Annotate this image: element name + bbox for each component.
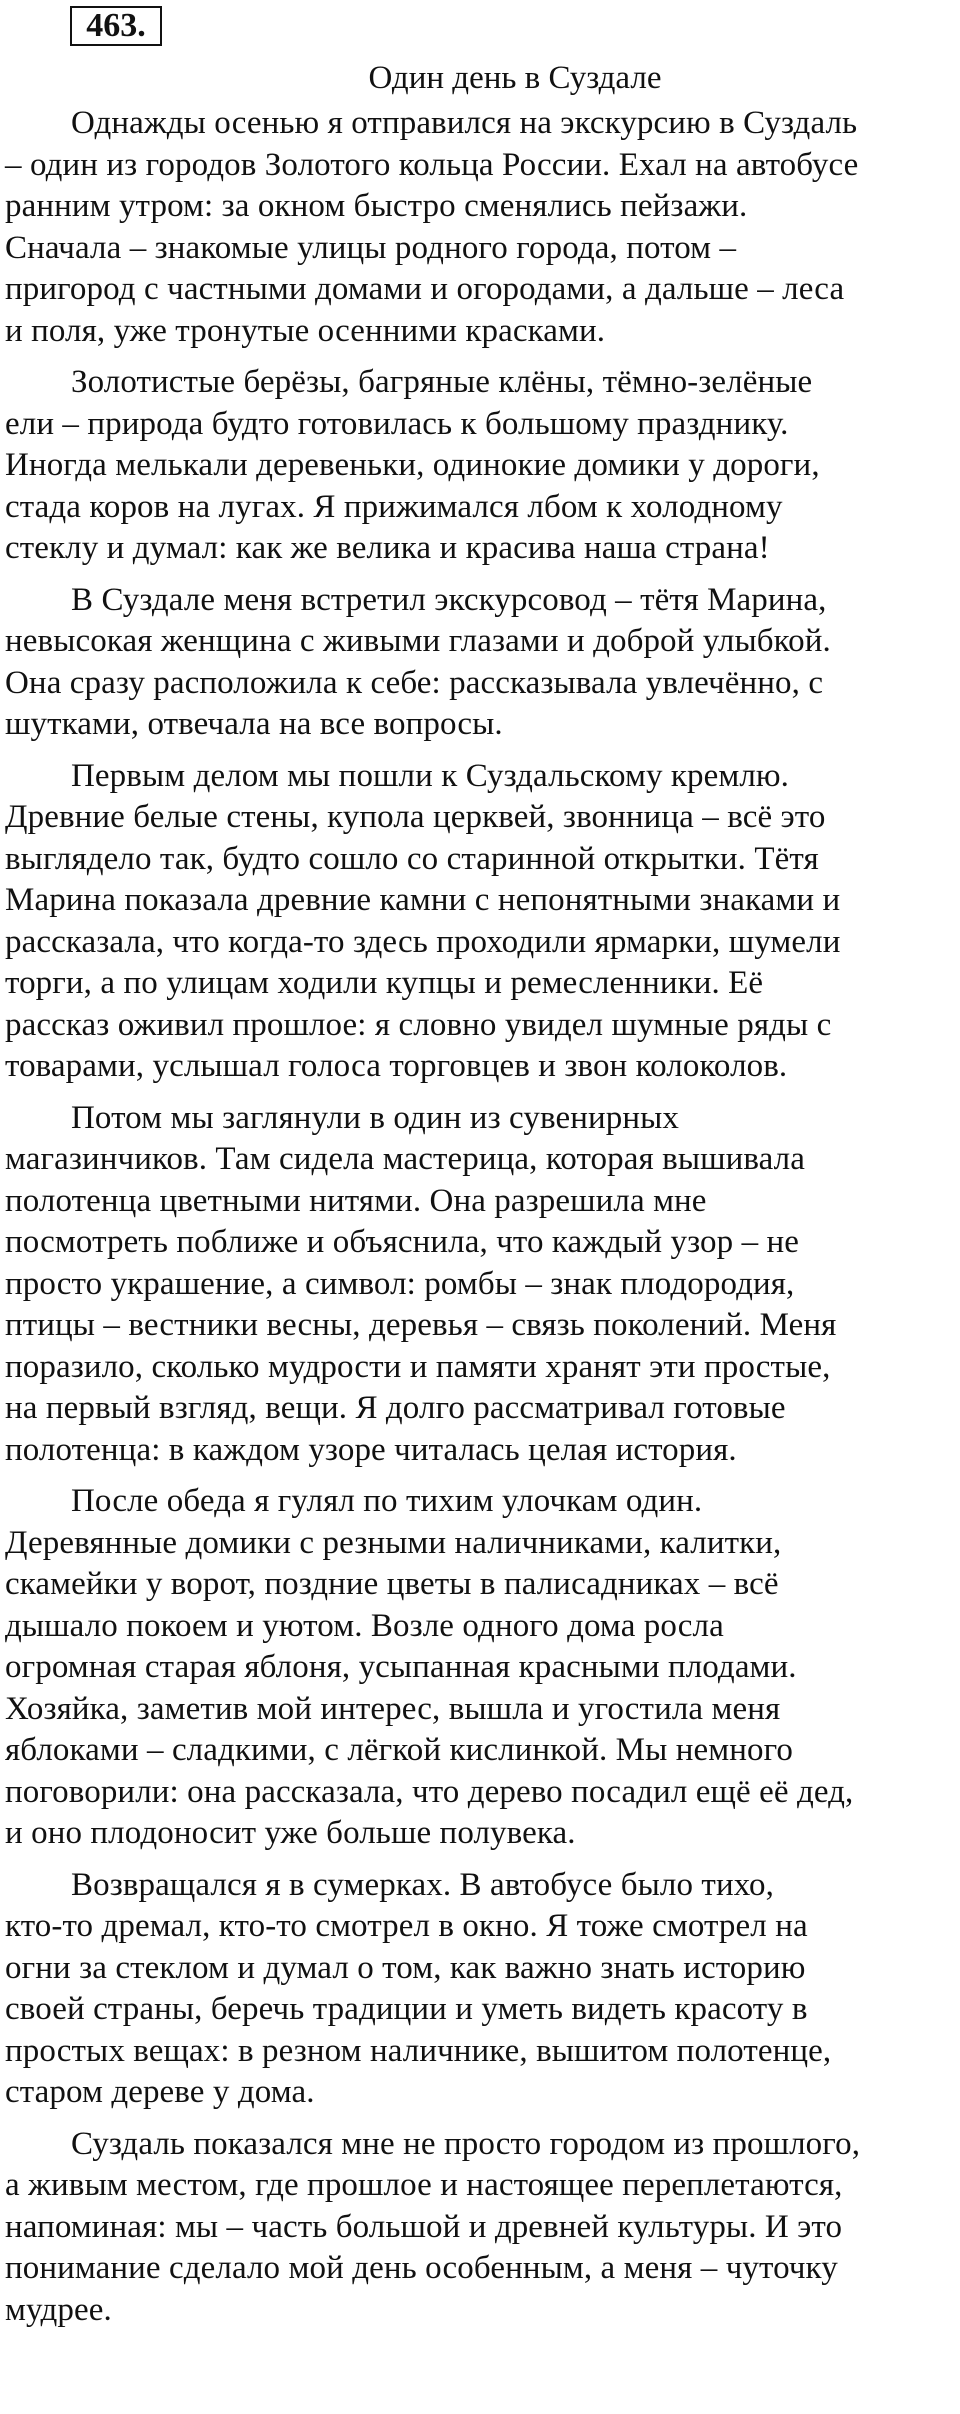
text-line: Сначала – знакомые улицы родного города, потом –	[5, 229, 737, 266]
text-line: понимание сделало мой день особенным, а меня – чуточку	[5, 2250, 838, 2286]
text-line: напоминая: мы – часть большой и древней культуры. И это	[5, 2208, 843, 2245]
text-line: Хозяйка, заметив мой интерес, вышла и угостила меня	[5, 1690, 781, 1727]
text-line: своей страны, беречь традиции и уметь видеть красоту в	[5, 1991, 808, 2027]
text-line: Первым делом мы пошли к Суздальскому кремлю.	[71, 757, 790, 794]
text-line: старом дереве у дома.	[5, 2074, 315, 2110]
text-line: рассказ оживил прошлое: я словно увидел шумные ряды с	[5, 1006, 832, 1043]
paragraph	[5, 1481, 945, 1855]
text-line: Возвращался я в сумерках. В автобусе было тихо,	[71, 1866, 775, 1903]
text-line: скамейки у ворот, поздние цветы в палисадниках – всё	[5, 1566, 779, 1602]
text-line: ели – природа будто готовилась к большому празднику.	[5, 405, 789, 442]
text-line: товарами, услышал голоса торговцев и звон колоколов.	[5, 1048, 788, 1084]
paragraph	[5, 1865, 945, 2114]
text-line: и оно плодоносит уже больше полувека.	[5, 1815, 576, 1851]
text-line: поговорили: она рассказала, что дерево посадил ещё её дед,	[5, 1773, 854, 1810]
paragraph	[5, 2124, 945, 2332]
paragraph	[5, 756, 945, 1088]
text-line: стеклу и думал: как же велика и красива наша страна!	[5, 530, 770, 566]
text-line: стада коров на лугах. Я прижимался лбом к холодному	[5, 488, 783, 525]
text-line: посмотреть поближе и объяснила, что каждый узор – не	[5, 1224, 800, 1260]
text-line: Однажды осенью я отправился на экскурсию в Суздаль	[71, 105, 858, 141]
text-line: Потом мы заглянули в один из сувенирных	[71, 1099, 679, 1136]
text-line: Суздаль показался мне не просто городом из прошлого,	[71, 2125, 861, 2162]
text-line: ранним утром: за окном быстро сменялись пейзажи.	[5, 188, 748, 224]
text-line: мудрее.	[5, 2291, 112, 2328]
text-line: кто-то дремал, кто-то смотрел в окно. Я тоже смотрел на	[5, 1908, 808, 1944]
text-line: простых вещах: в резном наличнике, вышитом полотенце,	[5, 2032, 832, 2069]
paragraph	[5, 362, 945, 570]
text-line: пригород с частными домами и огородами, а дальше – леса	[5, 271, 845, 307]
text-line: Золотистые берёзы, багряные клёны, тёмно-зелёные	[71, 364, 813, 400]
text-line: птицы – вестники весны, деревья – связь поколений. Меня	[5, 1307, 837, 1343]
text-line: дышало покоем и уютом. Возле одного дома росла	[5, 1607, 724, 1644]
text-line: После обеда я гулял по тихим улочкам один.	[71, 1483, 703, 1519]
text-line: торги, а по улицам ходили купцы и ремесленники. Её	[5, 965, 764, 1001]
text-line: полотенца: в каждом узоре читалась целая история.	[5, 1431, 737, 1468]
document-body	[5, 103, 945, 2341]
text-line: шутками, отвечала на все вопросы.	[5, 706, 503, 742]
paragraph	[5, 103, 945, 352]
text-line: рассказала, что когда-то здесь проходили ярмарки, шумели	[5, 923, 841, 960]
paragraph	[5, 1098, 945, 1472]
text-line: невысокая женщина с живыми глазами и доброй улыбкой.	[5, 623, 831, 659]
text-line: выглядело так, будто сошло со старинной открытки. Тётя	[5, 840, 819, 877]
text-line: просто украшение, а символ: ромбы – знак плодородия,	[5, 1265, 795, 1302]
text-line: и поля, уже тронутые осенними красками.	[5, 312, 606, 349]
exercise-number: 463.	[70, 6, 162, 46]
text-line: на первый взгляд, вещи. Я долго рассматривал готовые	[5, 1390, 786, 1426]
text-line: – один из городов Золотого кольца России. Ехал на автобусе	[5, 146, 859, 183]
text-line: а живым местом, где прошлое и настоящее переплетаются,	[5, 2167, 843, 2203]
text-line: Древние белые стены, купола церквей, звонница – всё это	[5, 799, 826, 835]
text-line: поразило, сколько мудрости и памяти хранят эти простые,	[5, 1348, 831, 1385]
text-line: полотенца цветными нитями. Она разрешила мне	[5, 1182, 707, 1219]
text-line: огни за стеклом и думал о том, как важно знать историю	[5, 1949, 806, 1986]
text-line: Она сразу расположила к себе: рассказывала увлечённо, с	[5, 664, 824, 701]
text-line: магазинчиков. Там сидела мастерица, которая вышивала	[5, 1141, 805, 1177]
text-line: огромная старая яблоня, усыпанная красными плодами.	[5, 1649, 797, 1685]
text-line: яблоками – сладкими, с лёгкой кислинкой. Мы немного	[5, 1732, 794, 1768]
paragraph	[5, 580, 945, 746]
text-line: Иногда мелькали деревеньки, одинокие домики у дороги,	[5, 447, 820, 483]
document-title: Один день в Суздале	[368, 60, 662, 96]
text-line: Деревянные домики с резными наличниками, калитки,	[5, 1524, 782, 1561]
text-line: Марина показала древние камни с непонятными знаками и	[5, 882, 841, 918]
text-line: В Суздале меня встретил экскурсовод – тётя Марина,	[71, 581, 827, 618]
